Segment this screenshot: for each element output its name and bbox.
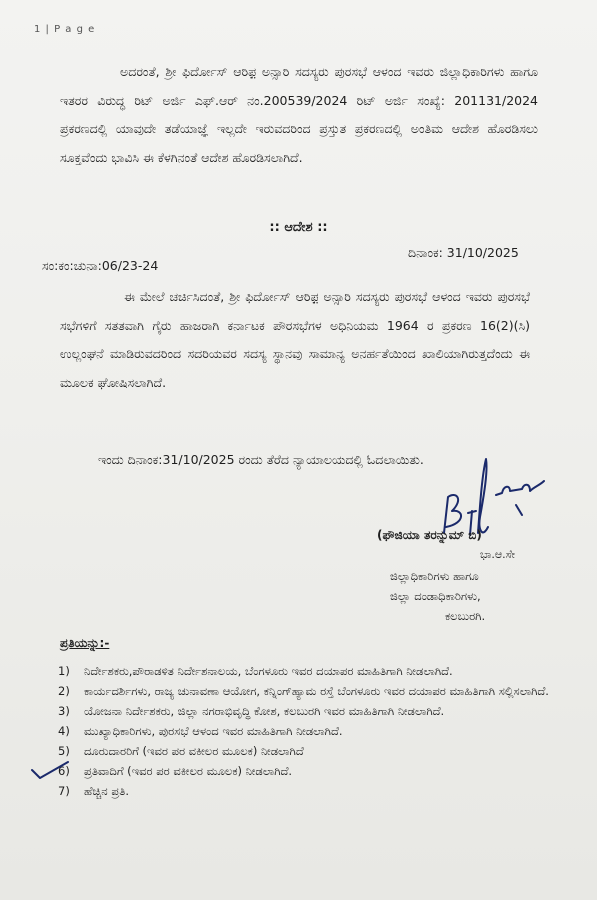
list-number: 7) <box>58 784 70 798</box>
reference-number: ಸಂ:ಕಂ:ಚುನಾ:06/23-24 <box>42 258 159 273</box>
list-number: 3) <box>58 704 70 718</box>
list-text: ಕಾರ್ಯದರ್ಶಿಗಳು, ರಾಜ್ಯ ಚುನಾವಣಾ ಆಯೋಗ, ಕನ್ನಿಂಗ್‌ಹ್ಯಾಮ ರಸ್ತೆ ಬೆಂಗಳೂರು ಇವರ ದಯಾಪರ ಮಾಹಿತಿಗಾಗಿ ಸಲ್ಲಿಸಲಾಗಿದೆ. <box>84 684 549 698</box>
list-item <box>58 761 558 781</box>
list-item <box>58 721 558 741</box>
list-number: 1) <box>58 664 70 678</box>
intro-paragraph: ಅದರಂತೆ, ಶ್ರೀ ಫಿರ್ದೋಸ್ ಆರಿಫ಼ ಅನ್ಸಾರಿ ಸದಸ್ಯರು ಪುರಸಭೆ ಆಳಂದ ಇವರು ಜಿಲ್ಲಾಧಿಕಾರಿಗಳು ಹಾಗೂ ಇತರರ ವಿರುದ್ಧ ರಿಟ್ ಅರ್ಜಿ ಎಫ್.ಆರ್ ನಂ.200539/2024 ರಿಟ್ ಅರ್ಜಿ ಸಂಖ್ಯೆ: 201131/2024 ಪ್ರಕರಣದಲ್ಲಿ ಯಾವುದೇ ತಡೆಯಾಜ್ಞೆ ಇಲ್ಲದೇ ಇರುವದರಿಂದ ಪ್ರಸ್ತುತ ಪ್ರಕರಣದಲ್ಲಿ ಅಂತಿಮ ಆದೇಶ ಹೊರಡಿಸಲು ಸೂಕ್ತವೆಂದು ಭಾವಿಸಿ ಈ ಕೆಳಗಿನಂತೆ ಆದೇಶ ಹೊರಡಿಸಲಾಗಿದೆ. <box>60 64 538 165</box>
order-date: ದಿನಾಂಕ: 31/10/2025 <box>408 245 519 260</box>
list-text: ಯೋಜನಾ ನಿರ್ದೇಶಕರು, ಜಿಲ್ಲಾ ನಗರಾಭಿವೃದ್ಧಿ ಕೋಶ, ಕಲಬುರಗಿ ಇವರ ಮಾಹಿತಿಗಾಗಿ ನೀಡಲಾಗಿದೆ. <box>84 704 445 718</box>
list-text: ನಿರ್ದೇಶಕರು,ಪೌರಾಡಳಿತ ನಿರ್ದೇಶನಾಲಯ, ಬೆಂಗಳೂರು ಇವರ ದಯಾಪರ ಮಾಹಿತಿಗಾಗಿ ನೀಡಲಾಗಿದೆ. <box>84 664 453 678</box>
list-number: 6) <box>58 764 70 778</box>
list-text: ಹೆಚ್ಚಿನ ಪ್ರತಿ. <box>84 784 129 798</box>
list-item <box>58 741 558 761</box>
list-text: ದೂರುದಾರರಿಗೆ (ಇವರ ಪರ ವಕೀಲರ ಮೂಲಕ) ನೀಡಲಾಗಿದೆ <box>84 744 304 758</box>
signatory-name: (ಫೌಜಿಯಾ ತರನ್ನುಮ್ ಬಿ) <box>377 528 482 542</box>
list-number: 4) <box>58 724 70 738</box>
read-in-court-line: ಇಂದು ದಿನಾಂಕ:31/10/2025 ರಂದು ತೆರೆದ ನ್ಯಾಯಾಲಯದಲ್ಲಿ ಓದಲಾಯಿತು. <box>98 452 424 467</box>
order-paragraph: ಈ ಮೇಲೆ ಚರ್ಚಿಸಿದಂತೆ, ಶ್ರೀ ಫಿರ್ದೋಸ್ ಆರಿಫ಼ ಅನ್ಸಾರಿ ಸದಸ್ಯರು ಪುರಸಭೆ ಆಳಂದ ಇವರು ಪುರಸಭೆ ಸಭೆಗಳಿಗೆ ಸತತವಾಗಿ ಗೈರು ಹಾಜರಾಗಿ ಕರ್ನಾಟಕ ಪೌರಸಭೆಗಳ ಅಧಿನಿಯಮ 1964 ರ ಪ್ರಕರಣ 16(2)(ಸಿ) ಉಲ್ಲಂಘನೆ ಮಾಡಿರುವದರಿಂದ ಸದರಿಯವರ ಸದಸ್ಯ ಸ್ಥಾನವು ಸಾಮಾನ್ಯ ಅನರ್ಹತೆಯಿಂದ ಖಾಲಿಯಾಗಿರುತ್ತದೆಂದು ಈ ಮೂಲಕ ಘೋಷಿಸಲಾಗಿದೆ. <box>60 289 530 390</box>
handwritten-tick-mark <box>30 758 70 782</box>
office-line: ಕಲಬುರಗಿ. <box>445 609 486 623</box>
office-line: ಜಿಲ್ಲಾಧಿಕಾರಿಗಳು ಹಾಗೂ <box>390 569 479 583</box>
list-number: 5) <box>58 744 70 758</box>
signatory-office <box>390 566 550 626</box>
list-text: ಮುಖ್ಯಾಧಿಕಾರಿಗಳು, ಪುರಸಭೆ ಆಳಂದ ಇವರ ಮಾಹಿತಿಗಾಗಿ ನೀಡಲಾಗಿದೆ. <box>84 724 343 738</box>
list-text: ಪ್ರತಿವಾದಿಗೆ (ಇವರ ಪರ ವಕೀಲರ ಮೂಲಕ) ನೀಡಲಾಗಿದೆ. <box>84 764 293 778</box>
copies-title: ಪ್ರತಿಯನ್ನು:- <box>60 636 110 650</box>
order-heading: :: ಆದೇಶ :: <box>269 220 328 235</box>
list-item <box>58 781 558 801</box>
office-line: ಜಿಲ್ಲಾ ದಂಡಾಧಿಕಾರಿಗಳು, <box>390 589 481 603</box>
list-item <box>58 681 558 701</box>
list-item <box>58 701 558 721</box>
list-number: 2) <box>58 684 70 698</box>
copies-list <box>58 661 558 801</box>
signatory-designation: ಭಾ.ಆ.ಸೇ <box>480 548 516 561</box>
page-number-marker: 1 | P a g e <box>34 24 96 35</box>
list-item <box>58 661 558 681</box>
